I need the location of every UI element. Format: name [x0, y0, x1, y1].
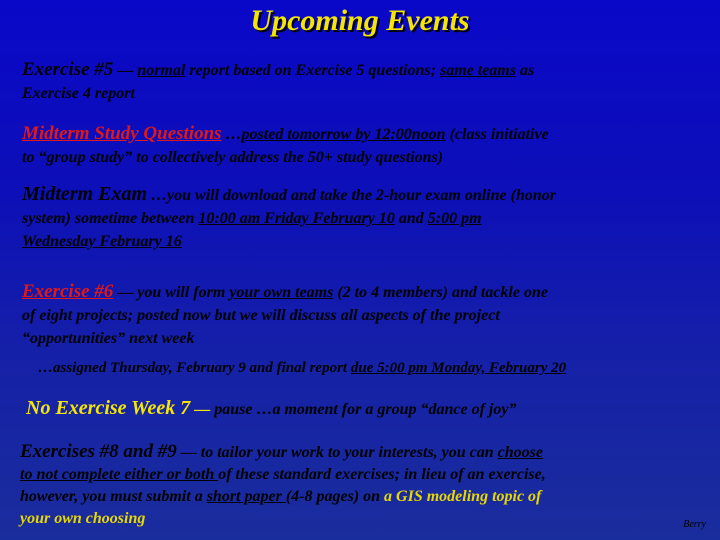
exercises-8-9-text1: — to tailor your work to your interests, you can — [176, 444, 498, 461]
midterm-study-item — [22, 122, 702, 169]
exercise-6-text2: (2 to 4 members) and tackle one — [333, 284, 548, 301]
midterm-study-link[interactable]: Midterm Study Questions — [22, 123, 222, 144]
exercises-8-9-line2: of these standard exercises; in lieu of an exercise, — [218, 466, 546, 483]
no-exercise-label: No Exercise Week 7 — [26, 397, 191, 419]
midterm-exam-start: 10:00 am Friday February 10 — [198, 210, 395, 227]
slide-title: Upcoming Events — [250, 4, 470, 37]
midterm-exam-end-time: 5:00 pm — [427, 210, 482, 227]
exercise-5-as: as — [515, 62, 535, 79]
exercises-8-9-choose: choose — [497, 444, 543, 461]
midterm-exam-and: and — [394, 210, 428, 227]
no-exercise-text: pause …a moment for a group “dance of joy” — [214, 401, 517, 418]
no-exercise-dash: — — [190, 401, 215, 418]
exercise-6-assigned: …assigned Thursday, February 9 and final report — [38, 360, 351, 376]
midterm-study-text: (class initiative — [445, 126, 549, 143]
exercise-6-own-teams: your own teams — [229, 284, 334, 301]
exercise-6-item — [22, 280, 702, 350]
exercise-5-item — [22, 58, 702, 105]
exercise-5-same-teams: same teams — [439, 62, 516, 79]
exercises-8-9-label: Exercises #8 and #9 — [20, 441, 177, 462]
midterm-exam-end-date: Wednesday February 16 — [22, 233, 182, 250]
midterm-study-posted: posted tomorrow by 12:00noon — [241, 126, 446, 143]
exercise-6-link[interactable]: Exercise #6 — [22, 281, 114, 302]
exercise-5-line2: Exercise 4 report — [22, 85, 135, 102]
exercises-8-9-own-choosing: your own choosing — [20, 510, 146, 527]
exercise-6-line2: of eight projects; posted now but we will discuss all aspects of the project — [22, 307, 500, 324]
midterm-study-ellipsis: … — [221, 126, 242, 143]
exercises-8-9-pages: (4-8 pages) on — [285, 488, 385, 505]
exercise-6-text1: — you will form — [113, 284, 230, 301]
midterm-exam-label: Midterm Exam — [22, 183, 148, 205]
midterm-exam-text: …you will download and take the 2-hour exam online (honor — [147, 187, 556, 204]
midterm-exam-item — [22, 183, 702, 253]
exercise-5-normal: normal — [137, 62, 186, 79]
exercise-6-sub — [38, 360, 698, 377]
midterm-study-line2: to “group study” to collectively address the 50+ study questions) — [22, 149, 444, 166]
exercise-5-text: report based on Exercise 5 questions; — [185, 62, 440, 79]
author-signature: Berry — [683, 519, 706, 530]
exercise-6-due: due 5:00 pm Monday, February 20 — [350, 360, 567, 376]
exercises-8-9-short-paper: short paper — [206, 488, 286, 505]
exercises-8-9-topic: a GIS modeling topic of — [384, 488, 542, 505]
exercise-5-label: Exercise #5 — [22, 59, 114, 80]
no-exercise-item — [26, 397, 706, 421]
exercises-8-9-not-complete: to not complete either or both — [20, 466, 219, 483]
exercises-8-9-item — [20, 441, 710, 530]
midterm-exam-line2a: system) sometime between — [22, 210, 199, 227]
exercise-6-line3: “opportunities” next week — [22, 330, 195, 347]
exercise-5-dash: — — [113, 62, 138, 79]
exercises-8-9-line3a: however, you must submit a — [20, 488, 207, 505]
